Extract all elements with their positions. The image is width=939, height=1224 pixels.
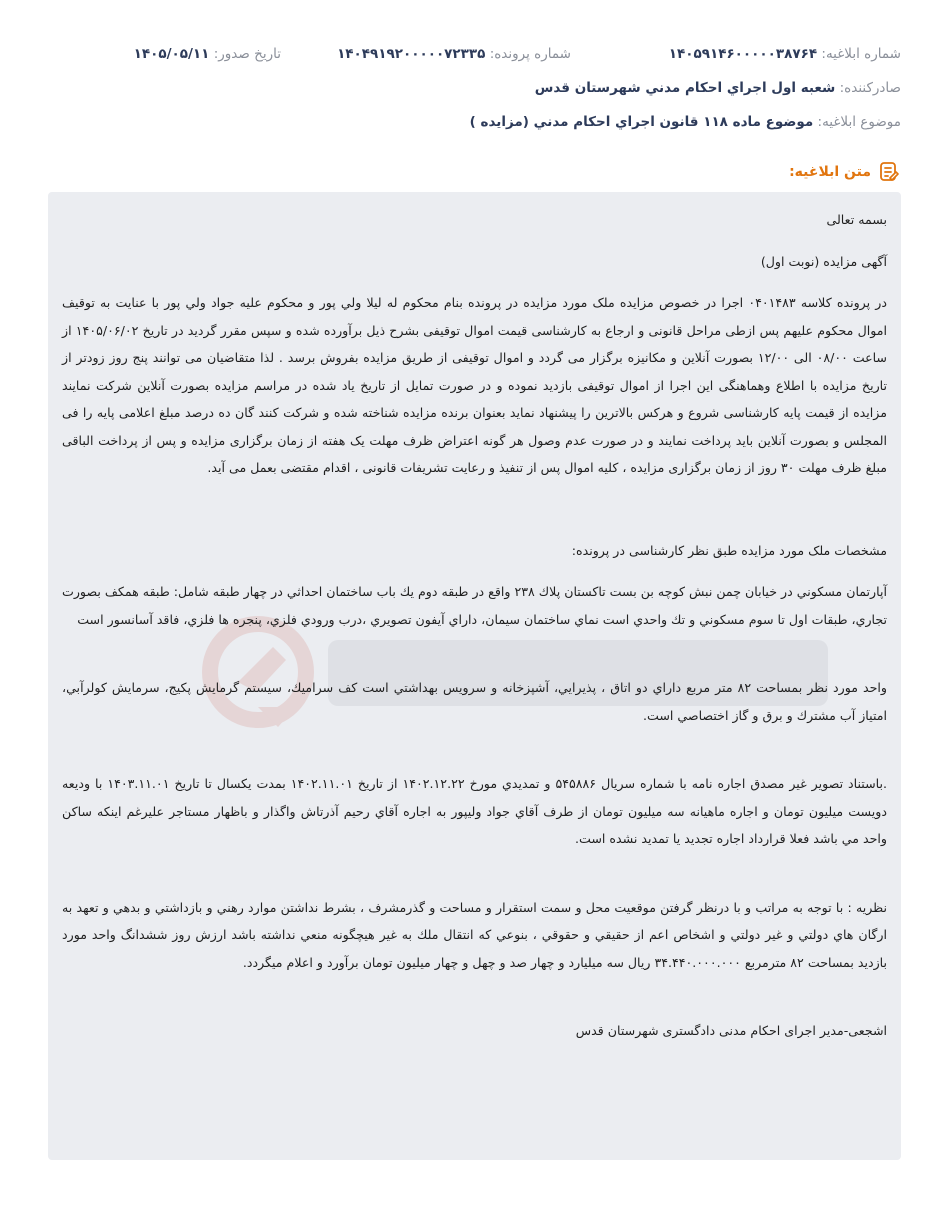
- opening-line: بسمه تعالی: [826, 212, 887, 227]
- issue-date: [134, 46, 281, 62]
- issuer-value: شعبه اول اجراي احكام مدني شهرستان قدس: [534, 80, 836, 96]
- issue-date-value: ۱۴۰۵/۰۵/۱۱: [133, 46, 210, 62]
- notice-meta-row: [30, 46, 901, 68]
- case-number: [337, 46, 571, 62]
- case-number-value: ۱۴۰۴۹۱۹۲۰۰۰۰۰۷۲۳۳۵: [337, 46, 486, 62]
- issuer-label: صادرکننده:: [839, 80, 901, 96]
- body-title: [789, 160, 901, 184]
- subject-row: [30, 114, 901, 130]
- notice-body-panel: [48, 192, 901, 1160]
- notice-number: [669, 46, 901, 62]
- subject-label: موضوع ابلاغيه:: [817, 114, 901, 130]
- unit-details-paragraph: واحد مورد نظر بمساحت ۸۲ متر مربع داراي دو اتاق ، پذيرايي، آشپزخانه و سرويس بهداشتي است كف سراميك، سيستم گرمايش پكيج، سرمايش كولرآبي، امتياز آب مشترك و برق و گاز اختصاصي است.: [62, 680, 887, 723]
- notice-number-label: شماره ابلاغيه:: [821, 46, 901, 62]
- auction-heading: آگهی مزایده (نوبت اول): [760, 253, 887, 269]
- auction-terms-paragraph: در پرونده کلاسه ۰۴۰۱۴۸۳ اجرا در خصوص مزایده ملک مورد مزایده در پرونده بنام محکوم له لیلا ولي پور و محکوم علیه جواد ولي پور با عنایت به توقیف اموال محکوم علیهم پس ازطی مراحل قانونی و ارجاع به کارشناسی قیمت اموال توقیفی بشرح ذیل برآورده شده و سپس مقرر گردید در تاریخ ۱۴۰۵/۰۶/۰۲ از ساعت ۰۸/۰۰ الی ۱۲/۰۰ بصورت آنلاین و مکانیزه برگزار می گردد و اموال توقیفی از طریق مزایده بفروش برسد . لذا متقاضیان می توانند پنج روز زودتر از تاریخ مزایده با اطلاع وهماهنگی این اجرا از اموال توقیفی بازدید نموده و در صورت تمایل از تاریخ یاد شده در مراسم مزایده بصورت آنلاین شرکت نمایند مزایده از قیمت پایه کارشناسی شروع و هرکس بالاترین را پیشنهاد نماید بعنوان برنده مزایده شناخته شده و شرکت کنند گان ده درصد مبلغ اعلامی پایه را فی المجلس و بصورت آنلاین باید پرداخت نمایند و در صورت عدم وصول هر گونه اعتراض ظرف مهلت یک هفته از زمان برگزاری مزایده و پس از پرداخت الباقی مبلغ ظرف مهلت ۳۰ روز از زمان برگزاری مزایده ، کلیه اموال پس از تنفیذ و رعایت تشریفات قانونی ، اقدام مقتضی بعمل می آید.: [62, 295, 887, 475]
- case-number-label: شماره پرونده:: [489, 46, 571, 62]
- property-description-paragraph: آپارتمان مسكوني در خيابان چمن نبش كوچه بن بست تاكستان پلاك ۲۳۸ واقع در طبقه دوم يك باب ساختمان احداثي در چهار طبقه شامل: طبقه همكف بصورت تجاري، طبقات اول تا سوم مسكوني و تك واحدي است نماي ساختمان سيمان، داراي آيفون تصويري ،درب ورودي فلزي، پنجره ها فلزي، فاقد آسانسور است: [62, 584, 887, 627]
- notice-body-content: [62, 206, 887, 1045]
- signature-line: اشجعی-مدیر اجرای احکام مدنی دادگستری شهرستان قدس: [575, 1023, 887, 1038]
- expert-opinion-paragraph: نظريه : با توجه به مراتب و با درنظر گرفتن موقعيت محل و سمت استقرار و مساحت و گذرمشرف ، بشرط نداشتن موارد رهني و بازداشتي و بدهي و تعهد به ارگان هاي دولتي و غير دولتي و اشخاص اعم از حقيقي و حقوقي ، بنوعي كه انتقال ملك به غير هيچگونه منعي نداشته باشد ارزش روز ششدانگ واحد مورد بازديد بمساحت ۸۲ مترمربع ۳۴.۴۴۰.۰۰۰.۰۰۰ ريال سه ميليارد و چهار صد و چهل و چهار ميليون تومان برآورد و اعلام ميگردد.: [62, 899, 887, 970]
- body-title-text: متن ابلاغيه:: [789, 164, 871, 180]
- notice-number-value: ۱۴۰۵۹۱۴۶۰۰۰۰۰۳۸۷۶۴: [668, 46, 818, 62]
- property-specs-heading: مشخصات ملک مورد مزایده طبق نظر کارشناسی در پرونده:: [571, 542, 887, 558]
- document-text-icon: [877, 160, 901, 184]
- issuer-row: [30, 80, 901, 96]
- issue-date-label: تاریخ صدور:: [213, 46, 281, 62]
- lease-details-paragraph: .باستناد تصوير غير مصدق اجاره نامه با شماره سريال ۵۴۵۸۸۶ و تمديدي مورخ ۱۴۰۲.۱۲.۲۲ از تاريخ ۱۴۰۲.۱۱.۰۱ بمدت يكسال تا تاريخ ۱۴۰۳.۱۱.۰۱ با وديعه دويست ميليون تومان و اجاره ماهيانه سه ميليون تومان از طرف آقاي جواد وليپور به اجاره آقاي رحيم آذرتاش واگذار و باظهار مستاجر علیرغم اينكه ساكن واحد مي باشد فعلا قرارداد اجاره تجديد يا تمديد نشده است.: [62, 776, 887, 846]
- subject-value: موضوع ماده ۱۱۸ قانون اجراي احكام مدني (مزايده ): [469, 114, 814, 130]
